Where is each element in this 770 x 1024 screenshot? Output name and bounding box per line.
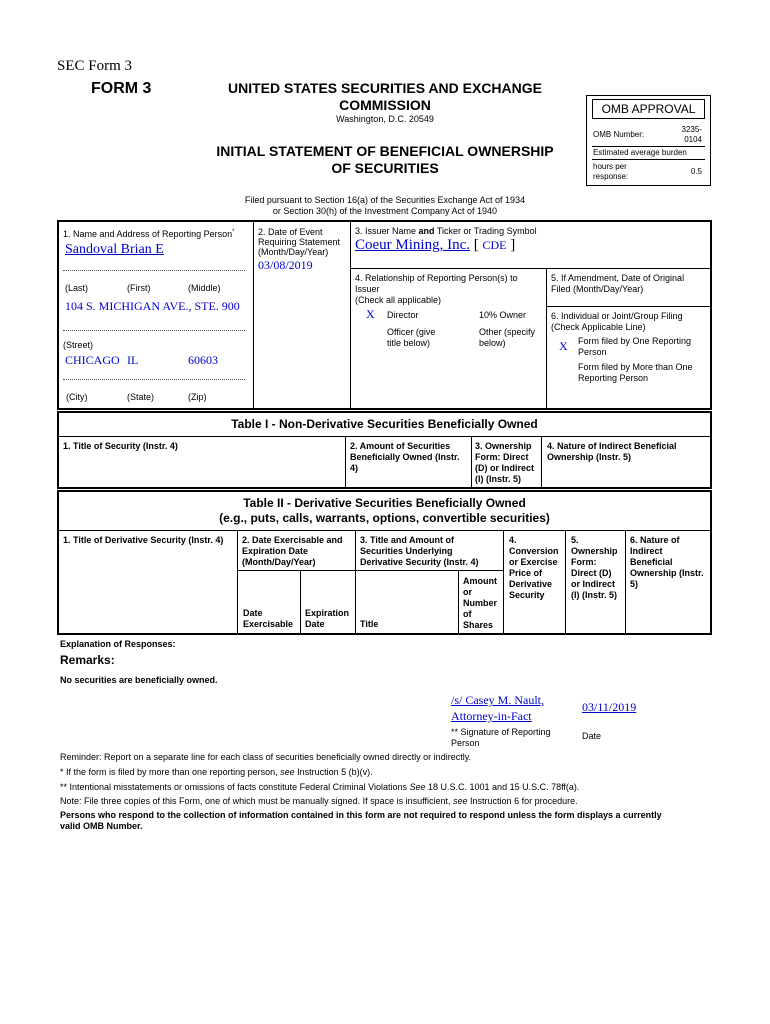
zip-value: 60603 [188,353,218,367]
director-checkmark[interactable]: X [366,307,375,321]
other-label: Other (specify below) [479,327,536,348]
omb-approval-title: OMB APPROVAL [592,99,705,119]
middle-label: (Middle) [188,283,221,293]
reporting-person-label: 1. Name and Address of Reporting Person* [63,229,235,239]
relationship-label: 4. Relationship of Reporting Person(s) to Issuer (Check all applicable) [355,273,518,305]
table-2-col-conversion: 4. Conversion or Exercise Price of Derivative Security [509,535,559,600]
city-label: (City) [66,392,88,402]
table-2-sub-date-exercisable: Date Exercisable [243,608,294,629]
note-2: ** Intentional misstatements or omissions of facts constitute Federal Criminal Violations See 18 U.S.C. 1001 and 15 U.S.C. 78ff(a). [60,782,580,792]
table-1-col-amount: 2. Amount of Securities Beneficially Owned (Instr. 4) [350,441,460,473]
table-2-sub-amount: Amount or Number of Shares [463,576,498,630]
omb-hours-value: 0.5 [690,167,702,176]
reporting-person-name[interactable]: Sandoval Brian E [65,242,164,257]
table-1-col-nature: 4. Nature of Indirect Beneficial Ownership (Instr. 5) [547,441,677,462]
director-label: Director [387,310,419,320]
last-label: (Last) [65,283,89,293]
table-2-sub-title: Title [360,619,379,629]
issuer-name-link[interactable]: Coeur Mining, Inc. [355,237,470,253]
first-label: (First) [127,283,151,293]
event-date-label: 2. Date of Event Requiring Statement (Month/Day/Year) [258,227,341,257]
statement-title: INITIAL STATEMENT OF BENEFICIAL OWNERSHIP OF SECURITIES [216,143,554,176]
one-person-checkmark[interactable]: X [559,339,568,353]
omb-number-label: OMB Number: [593,130,645,139]
officer-label: Officer (give title below) [387,327,436,348]
commission-title: UNITED STATES SECURITIES AND EXCHANGE COMMISSION [228,80,542,113]
state-label: (State) [127,392,155,402]
table-2-sub-expiration: Expiration Date [305,608,350,629]
reminder-text: Reminder: Report on a separate line for each class of securities beneficially owned directly or indirectly. [60,752,472,762]
table-2-col-underlying: 3. Title and Amount of Securities Underlying Derivative Security (Instr. 4) [360,535,479,567]
reporting-person-address: 104 S. MICHIGAN AVE., STE. 900 [65,299,240,313]
street-label: (Street) [63,340,94,350]
table-2-title: Table II - Derivative Securities Beneficially Owned (e.g., puts, calls, warrants, options, convertible securities) [219,496,550,525]
explanation-label: Explanation of Responses: [60,639,176,649]
table-2-col-ownership: 5. Ownership Form: Direct (D) or Indirect (I) (Instr. 5) [571,535,618,600]
sec-form-label: SEC Form 3 [57,58,133,74]
one-person-label: Form filed by One Reporting Person [578,336,692,357]
persons-notice: Persons who respond to the collection of information contained in this form are not required to respond unless the form displays a currently valid OMB Number. [60,810,662,831]
table-1-col-title: 1. Title of Security (Instr. 4) [63,441,178,451]
filed-pursuant: Filed pursuant to Section 16(a) of the Securities Exchange Act of 1934 or Section 30(h) of the Investment Company Act of 1940 [244,195,526,216]
event-date-value: 03/08/2019 [258,258,313,272]
note-3: Note: File three copies of this Form, one of which must be manually signed. If space is insufficient, see Instruction 6 for procedure. [60,796,578,806]
form-number: FORM 3 [91,80,152,97]
state-value: IL [127,353,139,367]
issuer-label: 3. Issuer Name and Ticker or Trading Symbol [355,226,537,236]
omb-burden-label: Estimated average burden [593,148,687,157]
city-value: CHICAGO [65,353,120,367]
filing-label: 6. Individual or Joint/Group Filing (Check Applicable Line) [551,311,683,332]
multi-person-label: Form filed by More than One Reporting Person [578,362,693,383]
amendment-label: 5. If Amendment, Date of Original Filed (Month/Day/Year) [551,273,685,294]
issuer-ticker: CDE [482,238,507,252]
note-1: * If the form is filed by more than one reporting person, see Instruction 5 (b)(v). [60,767,373,777]
date-label: Date [582,731,602,741]
remarks-label: Remarks: [60,653,115,667]
table-2-col-dates: 2. Date Exercisable and Expiration Date (Month/Day/Year) [242,535,343,567]
ten-percent-owner-label: 10% Owner [479,310,527,320]
signature-label: ** Signature of Reporting Person [451,727,551,748]
signature[interactable]: /s/ Casey M. Nault, Attorney-in-Fact [451,693,544,723]
omb-hours-label: hours per response: [593,162,629,181]
table-2-col-title: 1. Title of Derivative Security (Instr. 4) [63,535,224,545]
omb-number-value: 3235- 0104 [681,125,702,144]
table-1-title: Table I - Non-Derivative Securities Beneficially Owned [231,417,538,431]
issuer-name-ticker: Coeur Mining, Inc. [ CDE ] [355,237,516,253]
table-2-col-nature: 6. Nature of Indirect Beneficial Ownership (Instr. 5) [630,535,704,589]
signature-date[interactable]: 03/11/2019 [582,700,637,714]
commission-location: Washington, D.C. 20549 [336,114,434,124]
remarks-text: No securities are beneficially owned. [60,675,218,685]
zip-label: (Zip) [188,392,207,402]
table-1-col-ownership: 3. Ownership Form: Direct (D) or Indirect (I) (Instr. 5) [475,441,535,484]
